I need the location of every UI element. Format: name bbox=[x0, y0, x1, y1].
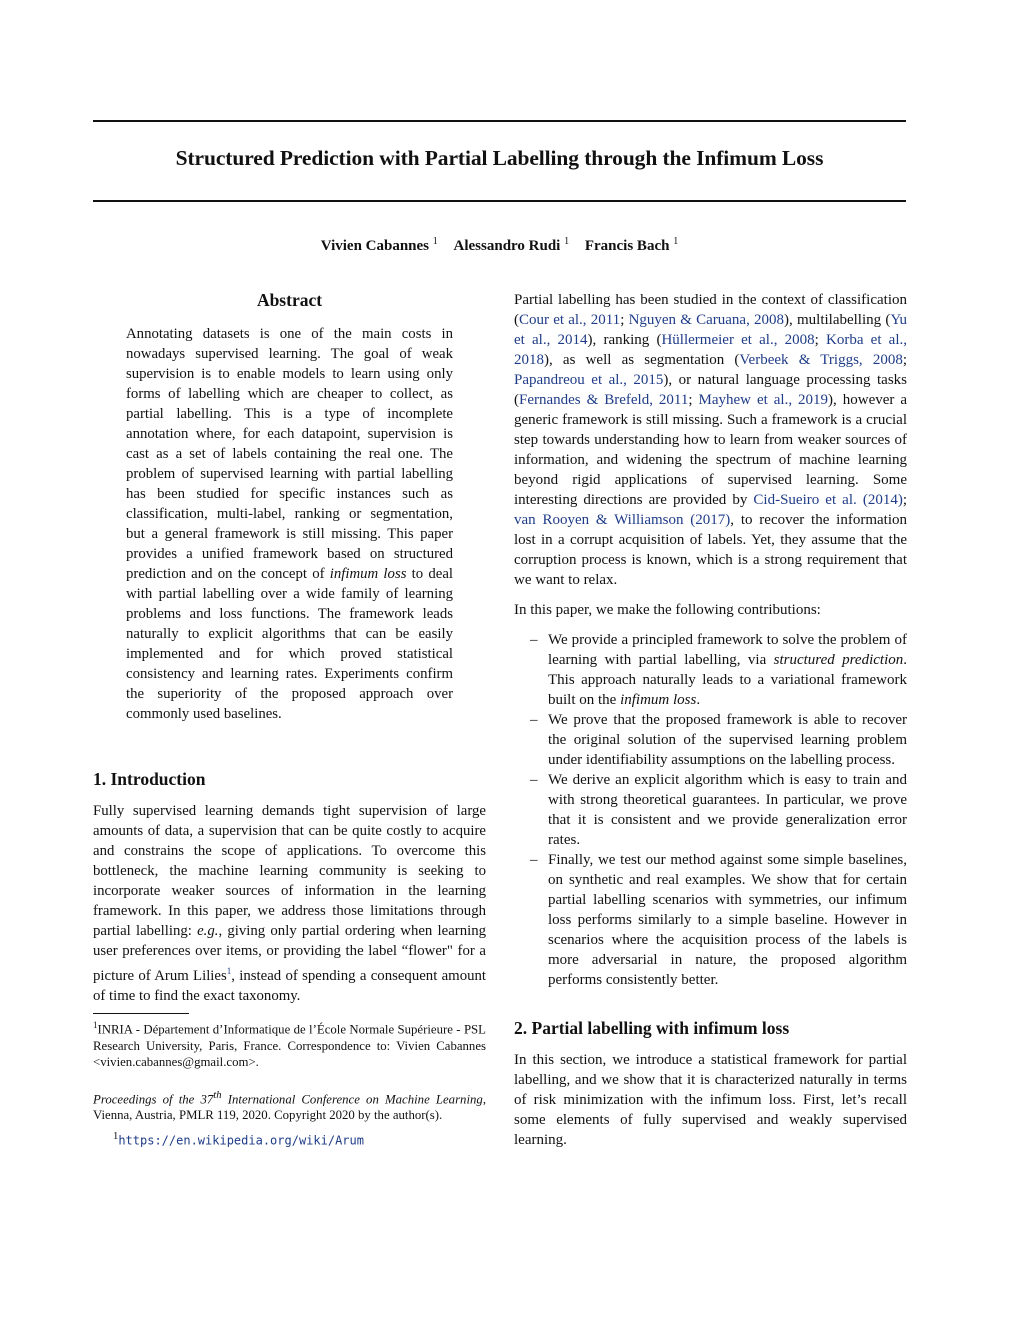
citation-link[interactable]: van Rooyen & Williamson (2017) bbox=[514, 512, 731, 528]
right-column bbox=[514, 290, 907, 1150]
citation-link[interactable]: Fernandes & Brefeld, 2011 bbox=[519, 392, 689, 408]
introduction-heading: 1. Introduction bbox=[93, 769, 206, 789]
section-2-heading: 2. Partial labelling with infimum loss bbox=[514, 1018, 790, 1038]
author: Vivien Cabannes $^1$ bbox=[320, 236, 438, 254]
top-rule bbox=[93, 120, 906, 122]
citation-link[interactable]: Cid-Sueiro et al. (2014) bbox=[753, 492, 903, 508]
abstract-heading: Abstract bbox=[256, 290, 323, 310]
related-work-paragraph: Partial labelling has been studied in the context of classification (Cour et al., 2011; Nguyen & Caruana, 2008), multilabelling (Yu et al., 2014), ranking (Hüllermeier et al., 2008; Korba et al., 2018), as well as segmentation (Verbeek & Triggs, 2008; Papandreou et al., 2015), or natural language processing tasks (Fernandes & Brefeld, 2011; Mayhew et al., 2019), however a generic framework is still missing. Such a framework is a crucial step towards understanding how to learn from weaker sources of information, and widening the spectrum of machine learning beyond rigid applications of supervised learning. Some interesting directions are provided by Cid-Sueiro et al. (2014); van Rooyen & Williamson (2017), to recover the information lost in a corrupt acquisition of labels. Yet, they assume that the corruption process is known, which is a strong requirement that we want to relax. bbox=[514, 292, 908, 588]
dash-bullet: – bbox=[530, 772, 538, 788]
contributions-intro: In this paper, we make the following contributions: bbox=[514, 602, 821, 618]
footnote-rule bbox=[93, 1013, 189, 1014]
author-list bbox=[93, 236, 906, 255]
citation-link[interactable]: Nguyen & Caruana, 2008 bbox=[628, 312, 785, 328]
citation-link[interactable]: Mayhew et al., 2019 bbox=[698, 392, 829, 408]
citation-link[interactable]: Yu et al., 2014 bbox=[514, 312, 908, 348]
section-2-text: In this section, we introduce a statistical framework for partial labelling, and we show that it is characterized naturally in terms of risk minimization with the infimum loss. First, let’s recall some elements of fully supervised and weakly supervised learning. bbox=[514, 1052, 907, 1148]
dash-bullet: – bbox=[530, 852, 538, 868]
author: Alessandro Rudi $^1$ bbox=[453, 236, 570, 254]
left-column bbox=[93, 290, 486, 1149]
list-item: – We provide a principled framework to solve the problem of learning with partial labelling, via structured prediction. This approach naturally leads to a variational framework built on the infimum loss. bbox=[530, 632, 907, 708]
citation-link[interactable]: Korba et al., 2018 bbox=[514, 332, 908, 368]
dash-bullet: – bbox=[530, 632, 538, 648]
introduction-text: Fully supervised learning demands tight supervision of large amounts of data, a supervision that can be quite costly to acquire and constrains the scope of applications. To overcome this bottleneck, the machine learning community is seeking to incorporate weaker sources of information in the learning framework. In this paper, we address those limitations through partial labelling: e.g., giving only partial ordering when learning user preferences over items, or providing the label “flower" for a picture of Arum Lilies$^1$, instead of spending a consequent amount of time to find the exact taxonomy. bbox=[93, 803, 486, 1004]
footnote-link[interactable]: 1 bbox=[226, 966, 232, 976]
list-item: – We prove that the proposed framework is able to recover the original solution of the supervised learning problem under identifiability assumptions on the labelling process. bbox=[530, 712, 907, 768]
wikipedia-link[interactable]: https://en.wikipedia.org/wiki/Arum bbox=[118, 1133, 364, 1148]
contributions-list bbox=[514, 630, 907, 990]
proceedings-note: Proceedings of the 37th International Conference on Machine Learning, Vienna, Austria, PMLR 119, 2020. Copyright 2020 by the author(s). bbox=[93, 1089, 487, 1123]
paper-title: Structured Prediction with Partial Labelling through the Infimum Loss bbox=[175, 146, 824, 170]
author: Francis Bach $^1$ bbox=[584, 236, 679, 254]
arxiv-stamp bbox=[10, 364, 90, 930]
arxiv-stamp-graphic bbox=[10, 364, 90, 930]
url-footnote: $^1$https://en.wikipedia.org/wiki/Arum bbox=[113, 1130, 364, 1148]
abstract-text: Annotating datasets is one of the main costs in nowadays supervised learning. The goal of weak supervision is to enable models to learn using only forms of labelling which are cheaper to collect, as partial labelling. This is a type of incomplete annotation where, for each datapoint, supervision is cast as a set of labels containing the real one. The problem of supervised learning with partial labelling has been studied for specific instances such as classification, multi-label, ranking or segmentation, but a general framework is still missing. This paper provides a unified framework based on structured prediction and on the concept of infimum loss to deal with partial labelling over a wide family of learning problems and loss functions. The framework leads naturally to explicit algorithms that can be easily implemented and for which proved statistical consistency and learning rates. Experiments confirm the superiority of the proposed approach over commonly used baselines. bbox=[126, 326, 454, 722]
citation-link[interactable]: Hüllermeier et al., 2008 bbox=[661, 332, 815, 348]
dash-bullet: – bbox=[530, 712, 538, 728]
citation-link[interactable]: Cour et al., 2011 bbox=[519, 312, 621, 328]
citation-link[interactable]: Verbeek & Triggs, 2008 bbox=[739, 352, 903, 368]
list-item: – We derive an explicit algorithm which is easy to train and with strong theoretical guarantees. In particular, we prove that it is consistent and we provide generalization error rates. bbox=[530, 772, 907, 848]
list-item: – Finally, we test our method against some simple baselines, on synthetic and real examples. We show that for certain partial labelling scenarios with symmetries, our infimum loss performs similarly to a simple baseline. However in scenarios where the acquisition process of the labels is more adversarial in nature, the proposed algorithm performs consistently better. bbox=[530, 852, 907, 988]
affiliation-footnote: $^1$INRIA - Département d’Informatique de l’École Normale Supérieure - PSL Research University, Paris, France. Correspondence to: Vivien Cabannes <vivien.cabannes@gmail.com>. bbox=[93, 1019, 486, 1070]
bottom-rule bbox=[93, 200, 906, 202]
citation-link[interactable]: Papandreou et al., 2015 bbox=[514, 372, 664, 388]
